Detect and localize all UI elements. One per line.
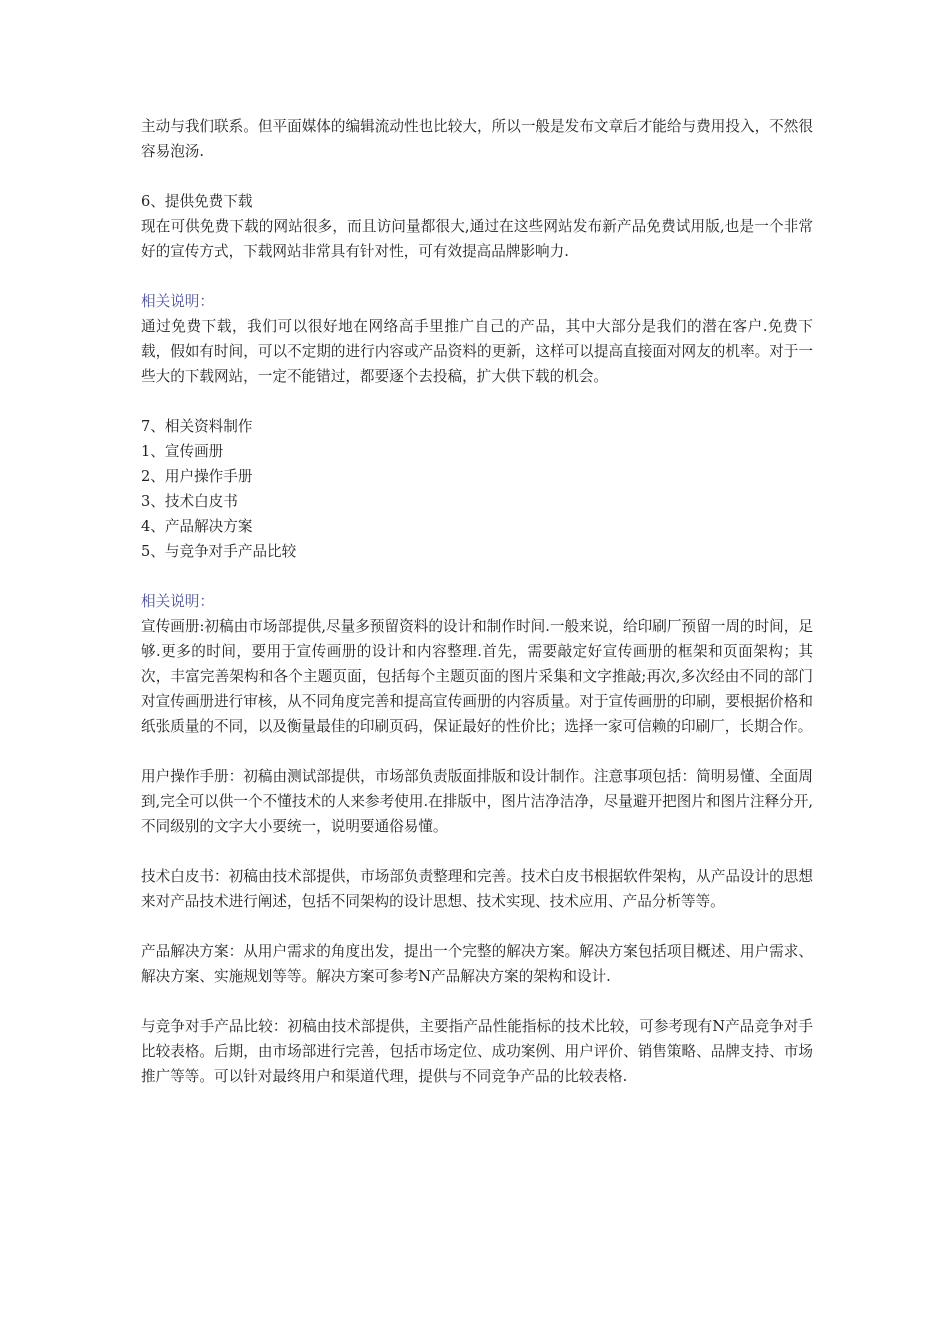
list-item: 5、与竞争对手产品比较 <box>141 543 297 560</box>
brochure-paragraph: 宣传画册:初稿由市场部提供,尽量多预留资料的设计和制作时间.一般来说，给印刷厂预留一周的时间，足够.更多的时间，要用于宣传画册的设计和内容整理.首先，需要敲定好宣传画册的框架和页面架构；其次，丰富完善架构和各个主题页面，包括每个主题页面的图片采集和文字推敲;再次,多次经由不同的部门对宣传画册进行审核，从不同角度完善和提高宣传画册的内容质量。对于宣传画册的印刷，要根据价格和纸张质量的不同，以及衡量最佳的印刷页码，保证最好的性价比；选择一家可信赖的印刷厂，长期合作。 <box>141 618 813 735</box>
list-item: 3、技术白皮书 <box>141 493 238 510</box>
spacer <box>141 914 813 939</box>
spacer <box>141 389 813 414</box>
solution-paragraph: 产品解决方案：从用户需求的角度出发，提出一个完整的解决方案。解决方案包括项目概述、用户需求、解决方案、实施规划等等。解决方案可参考N产品解决方案的架构和设计. <box>141 943 813 985</box>
competitor-comparison-paragraph: 与竞争对手产品比较：初稿由技术部提供，主要指产品性能指标的技术比较，可参考现有N产品竞争对手比较表格。后期，由市场部进行完善，包括市场定位、成功案例、用户评价、销售策略、品牌支持、市场推广等等。可以针对最终用户和渠道代理，提供与不同竞争产品的比较表格. <box>141 1018 813 1085</box>
list-item: 1、宣传画册 <box>141 443 224 460</box>
spacer <box>141 164 813 189</box>
user-manual-paragraph: 用户操作手册：初稿由测试部提供，市场部负责版面排版和设计制作。注意事项包括：简明易懂、全面周到,完全可以供一个不懂技术的人来参考使用.在排版中，图片洁净洁净，尽量避开把图片和图片注释分开,不同级别的文字大小要统一，说明要通俗易懂。 <box>141 768 813 835</box>
spacer <box>141 264 813 289</box>
section-7-heading: 7、相关资料制作 <box>141 418 253 435</box>
section-6-heading: 6、提供免费下载 <box>141 193 253 210</box>
section-7-note-label: 相关说明： <box>141 593 214 610</box>
spacer <box>141 839 813 864</box>
section-6-note-label: 相关说明： <box>141 293 214 310</box>
list-item: 4、产品解决方案 <box>141 518 253 535</box>
spacer <box>141 739 813 764</box>
spacer <box>141 989 813 1014</box>
spacer <box>141 564 813 589</box>
document-page <box>141 114 813 1089</box>
section-6-note-body: 通过免费下载，我们可以很好地在网络高手里推广自己的产品，其中大部分是我们的潜在客户.免费下载，假如有时间，可以不定期的进行内容或产品资料的更新，这样可以提高直接面对网友的机率。对于一些大的下载网站，一定不能错过，都要逐个去投稿，扩大供下载的机会。 <box>141 318 813 385</box>
whitepaper-paragraph: 技术白皮书：初稿由技术部提供，市场部负责整理和完善。技术白皮书根据软件架构，从产品设计的思想来对产品技术进行阐述，包括不同架构的设计思想、技术实现、技术应用、产品分析等等。 <box>141 868 813 910</box>
intro-paragraph: 主动与我们联系。但平面媒体的编辑流动性也比较大，所以一般是发布文章后才能给与费用投入，不然很容易泡汤. <box>141 118 813 160</box>
list-item: 2、用户操作手册 <box>141 468 253 485</box>
section-6-body: 现在可供免费下载的网站很多，而且访问量都很大,通过在这些网站发布新产品免费试用版,也是一个非常好的宣传方式，下载网站非常具有针对性，可有效提高品牌影响力. <box>141 218 813 260</box>
